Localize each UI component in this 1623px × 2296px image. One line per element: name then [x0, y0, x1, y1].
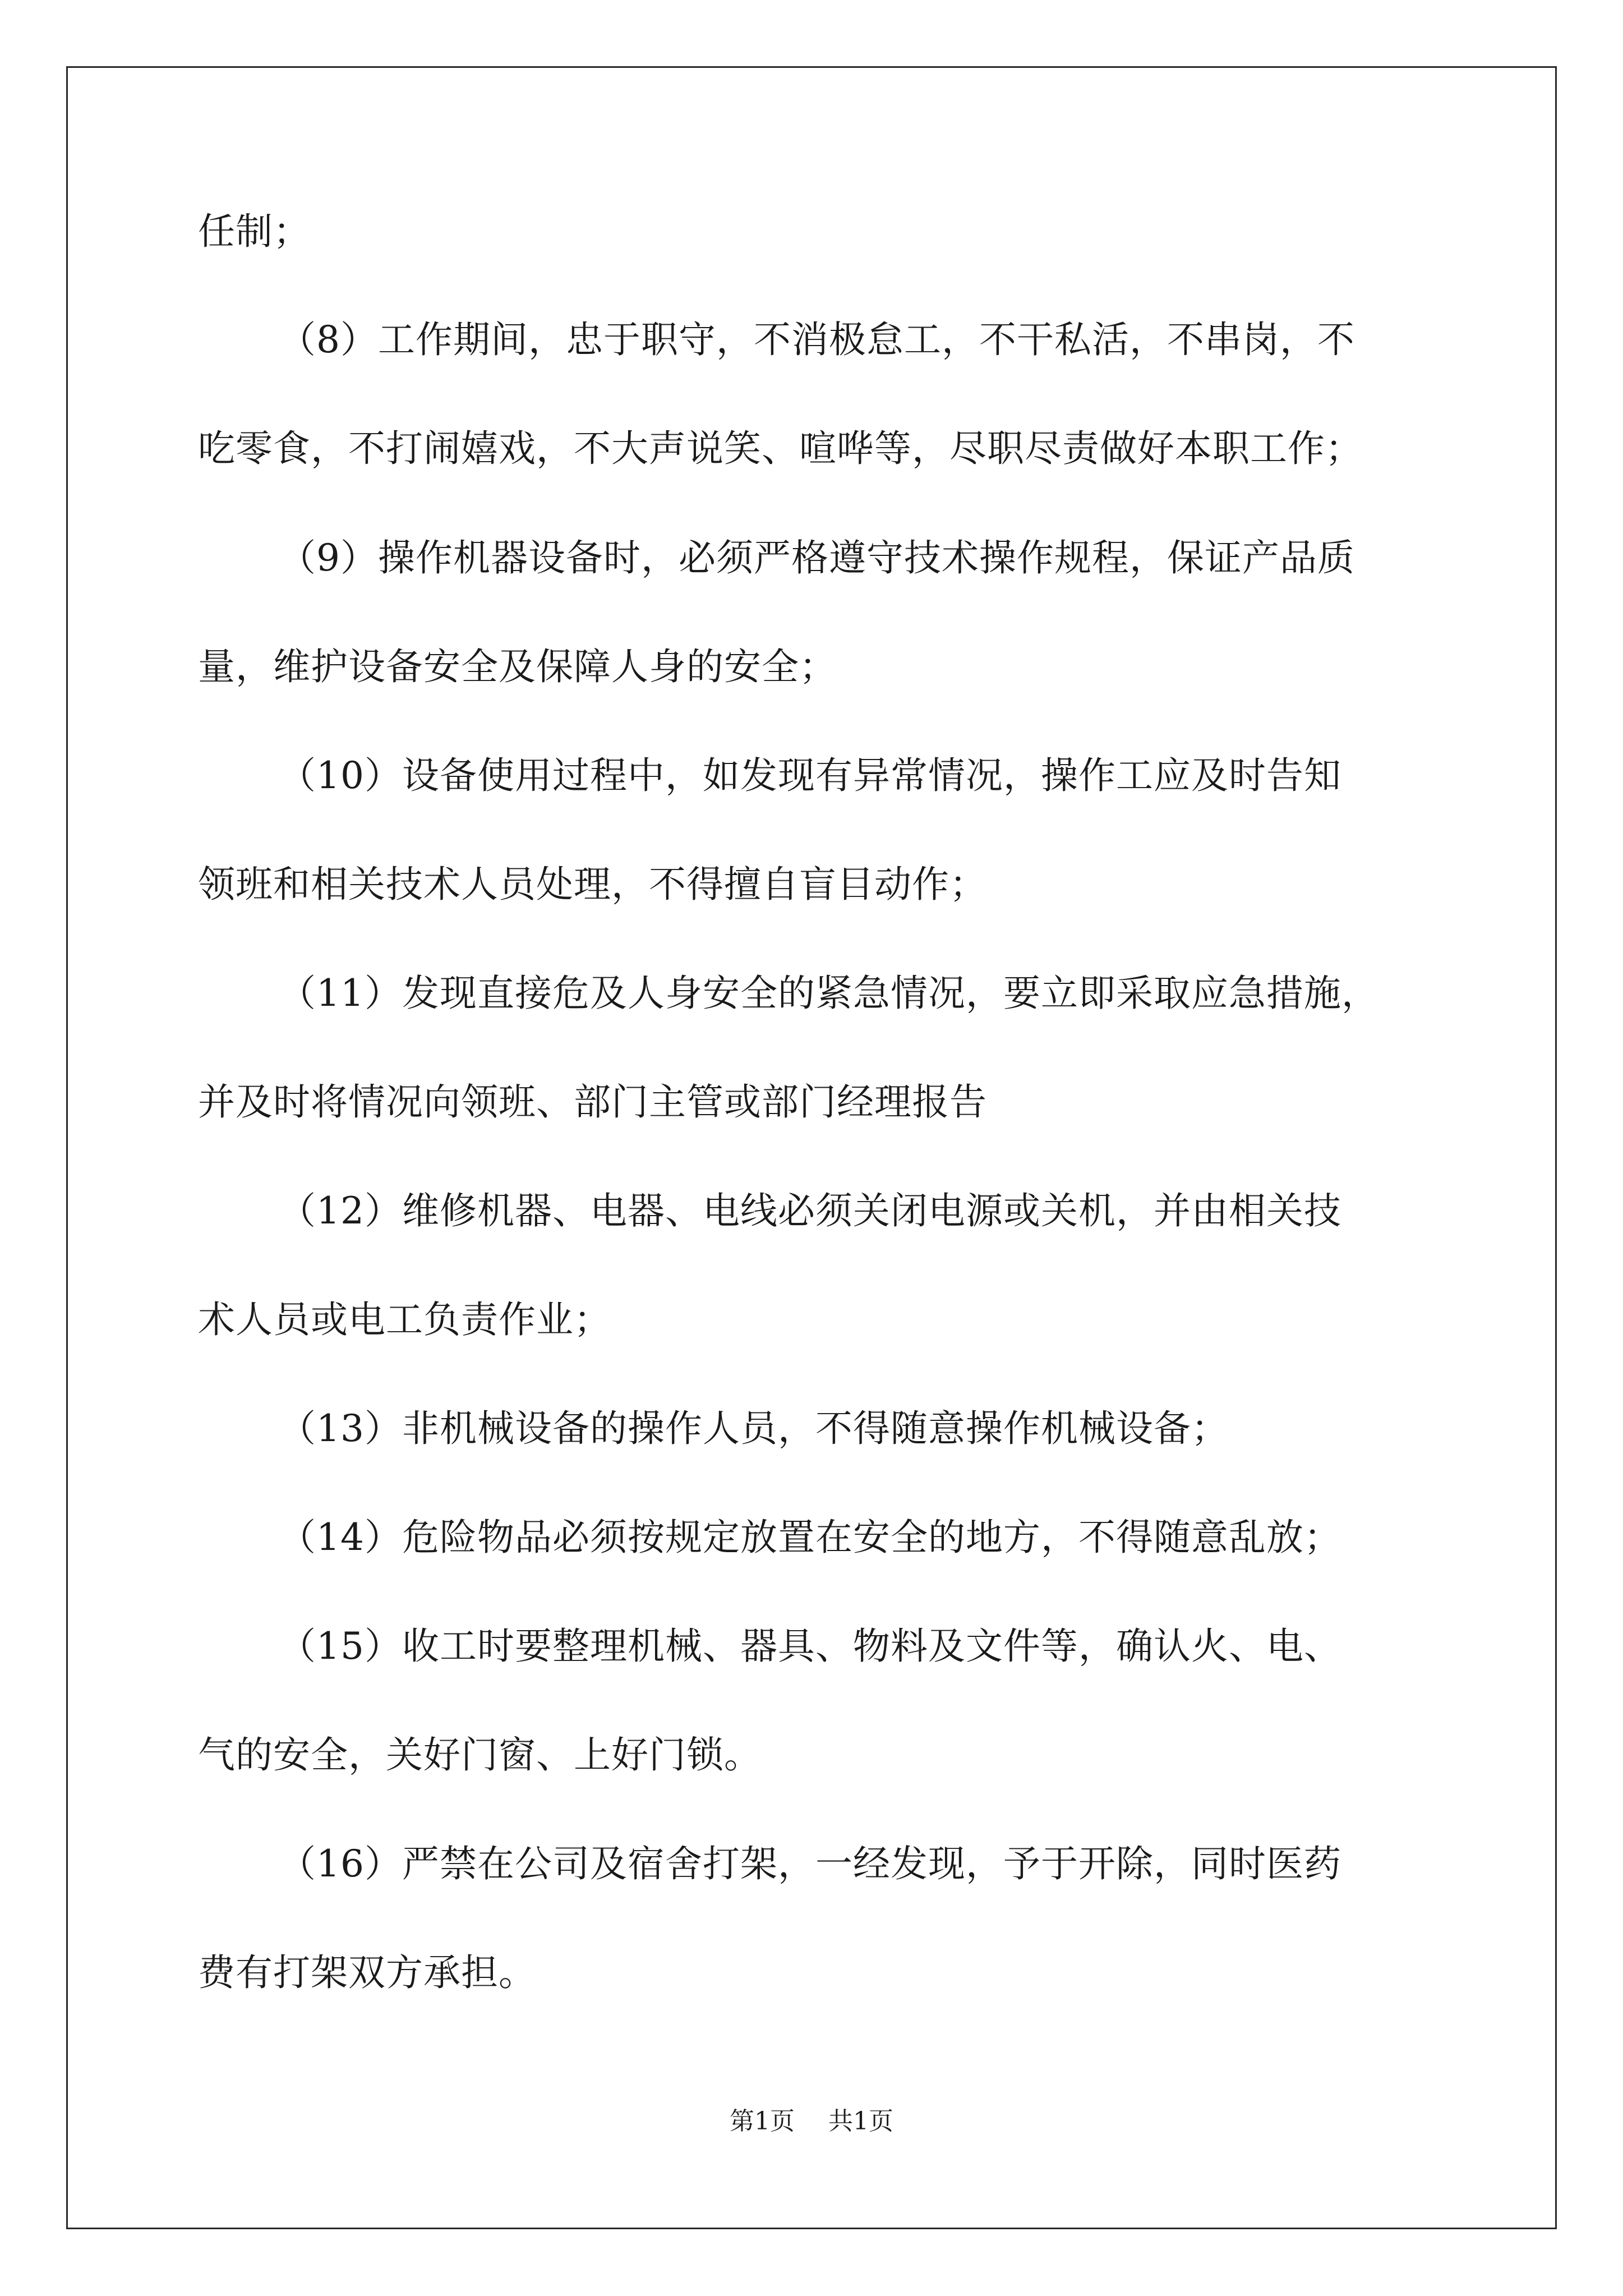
text-line-item-11: （11）发现直接危及人身安全的紧急情况，要立即采取应急措施，	[279, 972, 1379, 1015]
page-border	[66, 66, 1557, 2229]
text-line-item-12-cont: 术人员或电工负责作业；	[198, 1298, 611, 1341]
text-line-item-14: （14）危险物品必须按规定放置在安全的地方，不得随意乱放；	[279, 1516, 1341, 1559]
text-line-item-9: （9）操作机器设备时，必须严格遵守技术操作规程，保证产品质	[279, 536, 1355, 579]
text-line-item-13: （13）非机械设备的操作人员，不得随意操作机械设备；	[279, 1407, 1229, 1450]
page-number-total: 共1页	[828, 2107, 893, 2136]
text-line-item-16: （16）严禁在公司及宿舍打架，一经发现，予于开除，同时医药	[279, 1842, 1341, 1885]
page-number-current: 第1页	[730, 2107, 795, 2136]
text-line-item-12: （12）维修机器、电器、电线必须关闭电源或关机，并由相关技	[279, 1189, 1341, 1232]
text-line-item-9-cont: 量，维护设备安全及保障人身的安全；	[198, 645, 837, 688]
text-line-item-8: （8）工作期间，忠于职守，不消极怠工，不干私活，不串岗，不	[279, 318, 1355, 361]
text-line-item-15-cont: 气的安全，关好门窗、上好门锁。	[198, 1733, 762, 1777]
text-line-item-16-cont: 费有打架双方承担。	[198, 1951, 536, 1994]
text-line-continuation: 任制；	[198, 210, 311, 253]
text-line-item-10-cont: 领班和相关技术人员处理，不得擅自盲目动作；	[198, 863, 987, 906]
text-line-item-8-cont: 吃零食，不打闹嬉戏，不大声说笑、喧哗等，尽职尽责做好本职工作；	[198, 427, 1363, 470]
page-footer	[0, 2109, 1623, 2134]
text-line-item-15: （15）收工时要整理机械、器具、物料及文件等，确认火、电、	[279, 1625, 1341, 1668]
text-line-item-11-cont: 并及时将情况向领班、部门主管或部门经理报告	[198, 1080, 987, 1124]
text-line-item-10: （10）设备使用过程中，如发现有异常情况，操作工应及时告知	[279, 754, 1341, 797]
